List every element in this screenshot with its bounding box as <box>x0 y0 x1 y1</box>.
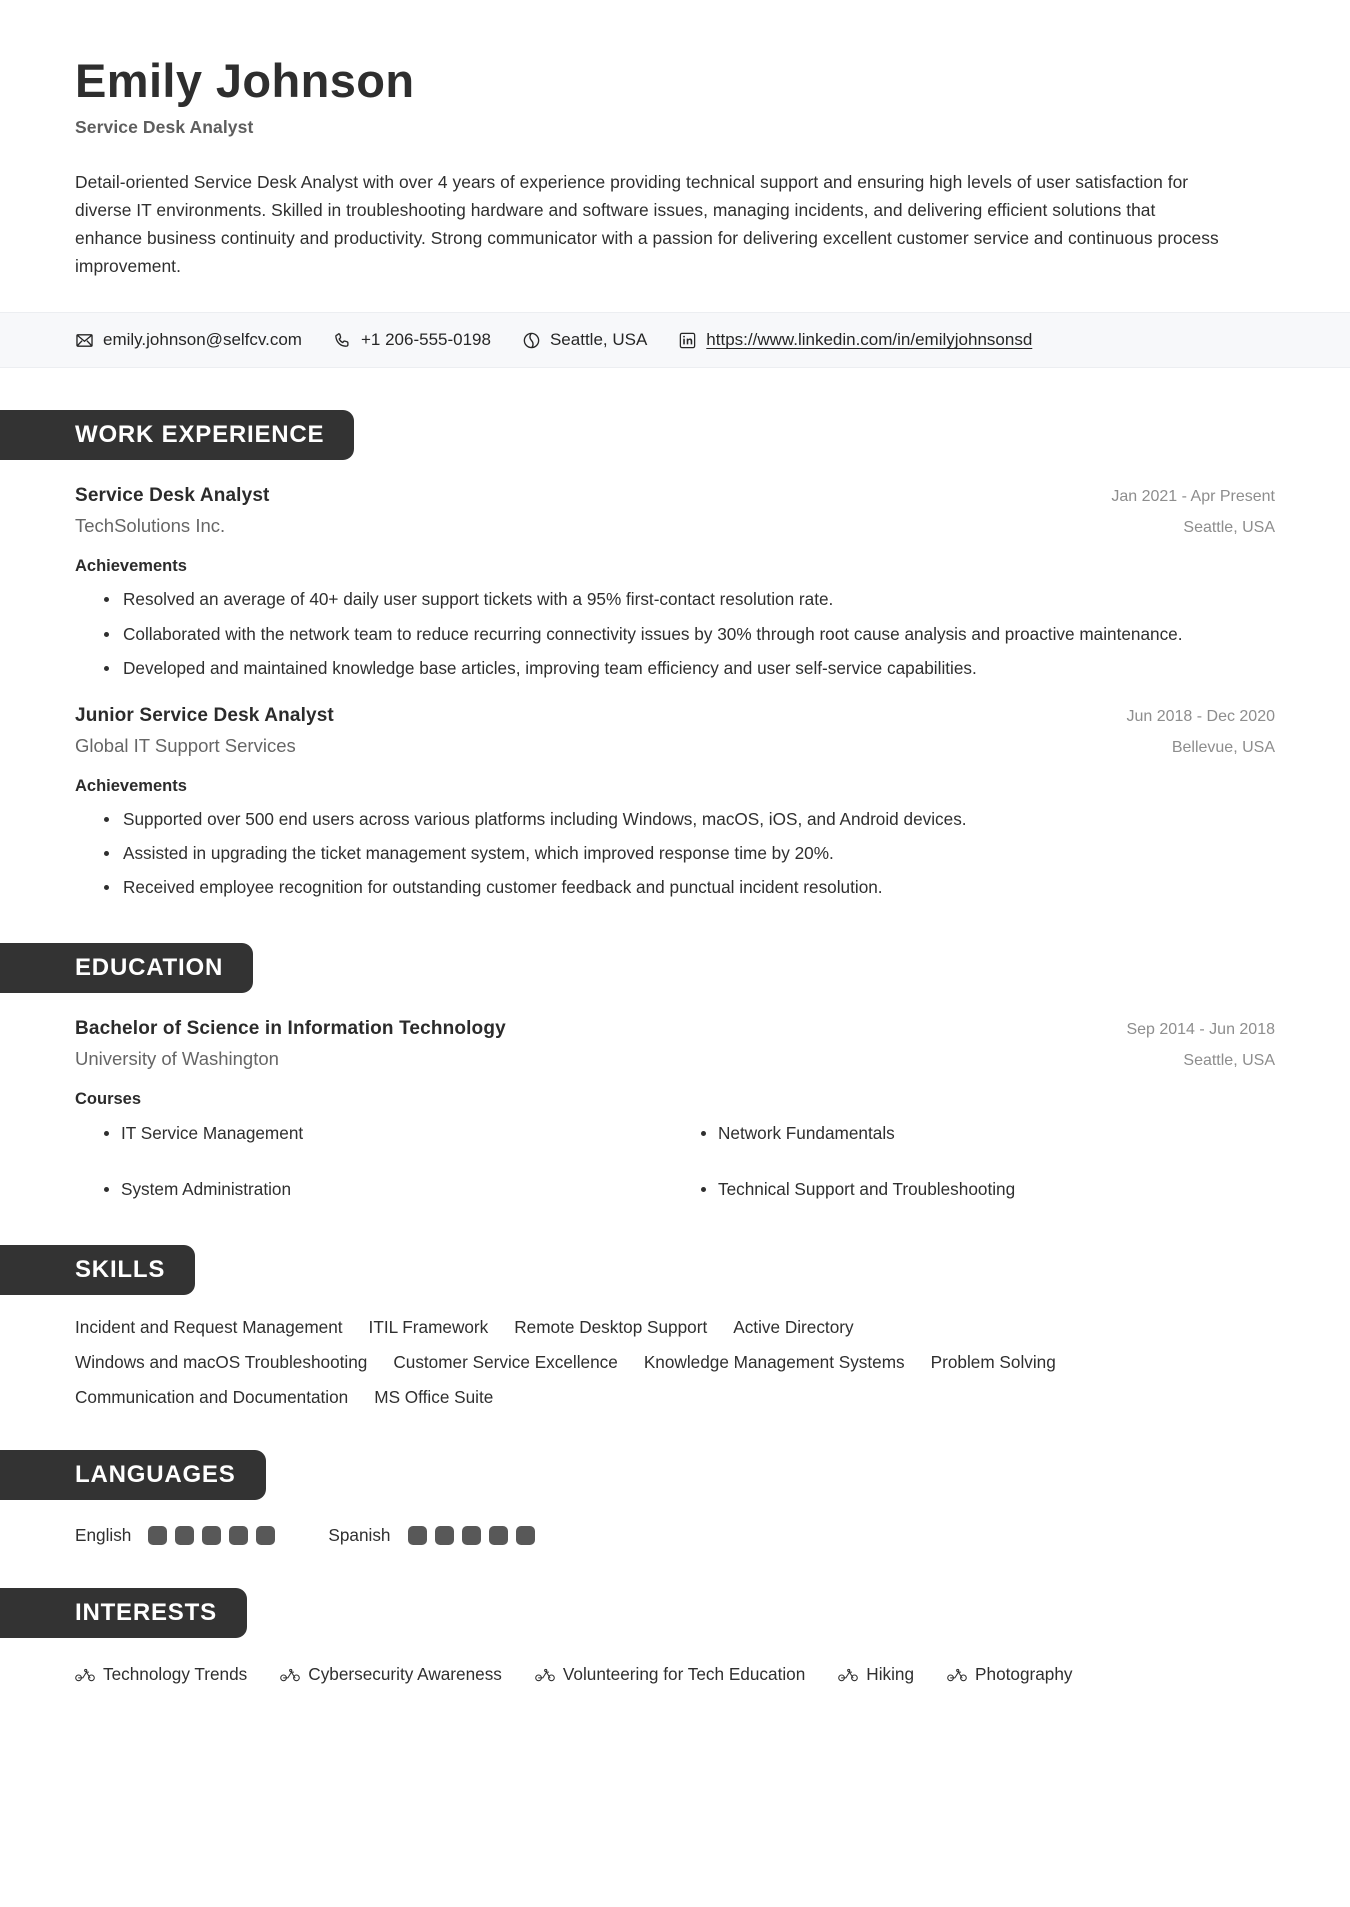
section-languages <box>0 1450 1350 1546</box>
language-name: English <box>75 1525 132 1545</box>
interest-label: Cybersecurity Awareness <box>308 1664 502 1684</box>
list-item: Network Fundamentals <box>718 1121 1275 1147</box>
job-title: Service Desk Analyst <box>75 116 254 137</box>
skill-item: MS Office Suite <box>374 1387 494 1407</box>
bicycle-icon <box>838 1667 858 1683</box>
language-item <box>75 1525 275 1546</box>
list-item: Received employee recognition for outstanding customer feedback and punctual incident resolution. <box>121 874 1275 901</box>
list-item: System Administration <box>121 1177 678 1203</box>
list-item: Developed and maintained knowledge base articles, improving team efficiency and user self-service capabilities. <box>121 655 1275 682</box>
education-entry <box>75 1018 1275 1203</box>
section-heading-interests: INTERESTS <box>0 1588 247 1638</box>
language-level-meter <box>148 1526 275 1545</box>
interests-list <box>75 1664 1275 1685</box>
professional-summary: Detail-oriented Service Desk Analyst with over 4 years of experience providing technical support and ensuring high levels of user satisfaction for diverse IT environments. Skilled in troubleshooting hardware and software issues, managing incidents, and delivering efficient solutions that enhance business continuity and productivity. Strong communicator with a passion for delivering excellent customer service and continuous process improvement. <box>75 171 1219 277</box>
language-name: Spanish <box>328 1525 391 1545</box>
list-item: Technical Support and Troubleshooting <box>718 1177 1275 1203</box>
work-entry-dates: Jan 2021 - Apr Present <box>1111 488 1275 506</box>
work-entry-title: Junior Service Desk Analyst <box>75 704 334 726</box>
work-entry-organization: Global IT Support Services <box>75 734 296 756</box>
skill-item: Knowledge Management Systems <box>643 1352 905 1372</box>
interests-body <box>0 1664 1350 1685</box>
skill-item: Communication and Documentation <box>75 1387 349 1407</box>
work-entry-sublabel: Achievements <box>75 776 187 795</box>
skill-item: Incident and Request Management <box>75 1317 343 1337</box>
globe-icon <box>522 331 541 350</box>
work-entry-organization: TechSolutions Inc. <box>75 515 226 537</box>
language-item <box>328 1525 534 1546</box>
list-item: Assisted in upgrading the ticket management system, which improved response time by 20%. <box>121 840 1275 867</box>
interest-label: Technology Trends <box>103 1664 248 1684</box>
interest-label: Photography <box>975 1664 1073 1684</box>
language-level-square <box>516 1526 535 1545</box>
work-entry <box>75 705 1275 902</box>
interest-item <box>838 1664 914 1685</box>
languages-list <box>75 1525 1275 1546</box>
language-level-square <box>229 1526 248 1545</box>
list-item: Collaborated with the network team to reduce recurring connectivity issues by 30% through root cause analysis and proactive maintenance. <box>121 621 1275 648</box>
interest-item <box>947 1664 1072 1685</box>
contact-linkedin-link[interactable]: https://www.linkedin.com/in/emilyjohnsonsd <box>706 330 1033 350</box>
contact-location[interactable] <box>522 330 647 350</box>
contact-phone[interactable] <box>333 330 491 350</box>
skills-body <box>0 1317 1350 1408</box>
interest-label: Volunteering for Tech Education <box>562 1664 806 1684</box>
education-entry-dates: Sep 2014 - Jun 2018 <box>1126 1021 1275 1039</box>
interest-item <box>75 1664 247 1685</box>
language-level-square <box>175 1526 194 1545</box>
education-entry-location: Seattle, USA <box>1183 1052 1275 1070</box>
interest-item <box>535 1664 805 1685</box>
languages-body <box>0 1525 1350 1546</box>
skill-item: Remote Desktop Support <box>514 1317 708 1337</box>
linkedin-icon <box>678 331 697 350</box>
work-entry-bullets <box>75 806 1275 902</box>
language-level-square <box>435 1526 454 1545</box>
work-entry-sublabel: Achievements <box>75 557 187 576</box>
contact-location-text: Seattle, USA <box>549 330 648 350</box>
skill-item: ITIL Framework <box>368 1317 489 1337</box>
language-level-square <box>462 1526 481 1545</box>
list-item: IT Service Management <box>121 1121 678 1147</box>
section-interests <box>0 1588 1350 1685</box>
contact-phone-text: +1 206-555-0198 <box>360 330 491 350</box>
skill-item: Customer Service Excellence <box>393 1352 618 1372</box>
interest-item <box>280 1664 502 1685</box>
work-entry-dates: Jun 2018 - Dec 2020 <box>1126 707 1275 725</box>
section-heading-skills: SKILLS <box>0 1245 195 1295</box>
courses-grid <box>75 1121 1275 1203</box>
bicycle-icon <box>535 1667 555 1683</box>
bicycle-icon <box>75 1667 95 1683</box>
work-entry-location: Seattle, USA <box>1183 519 1275 537</box>
contact-email[interactable] <box>75 330 302 350</box>
phone-icon <box>333 331 352 350</box>
education-entry-organization: University of Washington <box>75 1048 279 1070</box>
resume-header <box>0 0 1350 312</box>
envelope-icon <box>75 331 94 350</box>
language-level-square <box>148 1526 167 1545</box>
skills-list <box>75 1317 1075 1408</box>
language-level-square <box>256 1526 275 1545</box>
section-education <box>0 943 1350 1203</box>
language-level-square <box>408 1526 427 1545</box>
section-heading-languages: LANGUAGES <box>0 1450 266 1500</box>
education-body <box>0 1018 1350 1203</box>
skill-item: Problem Solving <box>930 1352 1056 1372</box>
work-entry-bullets <box>75 586 1275 682</box>
work-entry <box>75 485 1275 682</box>
page-title: Emily Johnson <box>75 54 415 107</box>
bicycle-icon <box>280 1667 300 1683</box>
section-skills <box>0 1245 1350 1408</box>
list-item: Resolved an average of 40+ daily user support tickets with a 95% first-contact resolution rate. <box>121 586 1275 613</box>
section-heading-education: EDUCATION <box>0 943 253 993</box>
contact-email-text: emily.johnson@selfcv.com <box>103 330 302 350</box>
interest-label: Hiking <box>866 1664 915 1684</box>
bicycle-icon <box>947 1667 967 1683</box>
work-entry-location: Bellevue, USA <box>1171 738 1275 756</box>
work-experience-body <box>0 485 1350 901</box>
education-entry-sublabel: Courses <box>75 1090 142 1109</box>
language-level-square <box>489 1526 508 1545</box>
contact-linkedin[interactable] <box>678 330 1032 350</box>
section-work-experience <box>0 410 1350 901</box>
language-level-meter <box>408 1526 535 1545</box>
work-entry-title: Service Desk Analyst <box>75 485 270 507</box>
section-heading-work-experience: WORK EXPERIENCE <box>0 410 354 460</box>
language-level-square <box>202 1526 221 1545</box>
education-entry-title: Bachelor of Science in Information Technology <box>75 1018 506 1040</box>
skill-item: Windows and macOS Troubleshooting <box>75 1352 368 1372</box>
list-item: Supported over 500 end users across various platforms including Windows, macOS, iOS, and Android devices. <box>121 806 1275 833</box>
skill-item: Active Directory <box>733 1317 854 1337</box>
contact-bar <box>0 312 1350 368</box>
